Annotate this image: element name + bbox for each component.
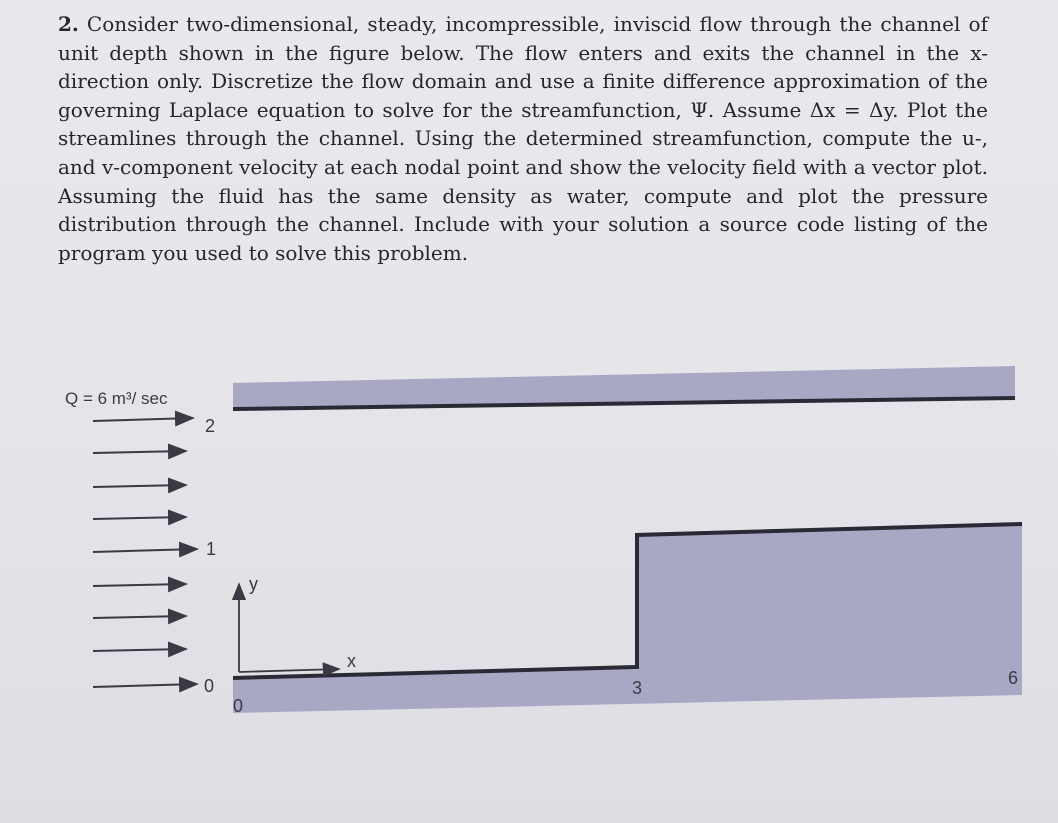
y-tick-label: 2 bbox=[205, 416, 216, 436]
inflow-arrow bbox=[93, 649, 186, 651]
y-tick-label: 0 bbox=[204, 676, 215, 696]
inflow-arrow bbox=[93, 485, 186, 487]
x-tick-label: 6 bbox=[1008, 668, 1019, 688]
x-tick-label: 0 bbox=[233, 696, 244, 716]
y-tick-label: 1 bbox=[206, 539, 217, 559]
x-axis bbox=[239, 669, 339, 672]
inflow-arrow bbox=[93, 549, 197, 552]
inflow-arrow bbox=[93, 584, 186, 586]
inflow-arrow bbox=[93, 451, 186, 453]
inflow-arrow bbox=[93, 684, 197, 687]
problem-number: 2. bbox=[58, 12, 79, 36]
inflow-arrow bbox=[93, 418, 193, 421]
axis-x-label: x bbox=[347, 651, 356, 671]
inflow-arrow bbox=[93, 616, 186, 618]
problem-text: Consider two-dimensional, steady, incompressible, inviscid flow through the channel of unit depth shown in the figure below. The flow enters and exits the channel in the x-direction only. Discretize the flow domain and use a finite difference approximation of the governing Laplace equation to solve for the streamfunction, Ψ. Assume Δx = Δy. Plot the streamlines through the channel. Using the determined streamfunction, compute the u-, and v-component velocity at each nodal point and show the velocity field with a vector plot. Assuming the fluid has the same density as water, compute and plot the pressure distribution through the channel. Include with your solution a source code listing of the program you used to solve this problem. bbox=[58, 12, 988, 265]
lower-wall-fill bbox=[233, 524, 1022, 713]
x-tick-label: 3 bbox=[632, 678, 643, 698]
inflow-arrows bbox=[93, 418, 197, 687]
flow-rate-label: Q = 6 m³/ sec bbox=[65, 389, 168, 408]
inflow-arrow bbox=[93, 517, 186, 519]
axis-y-label: y bbox=[249, 574, 258, 594]
